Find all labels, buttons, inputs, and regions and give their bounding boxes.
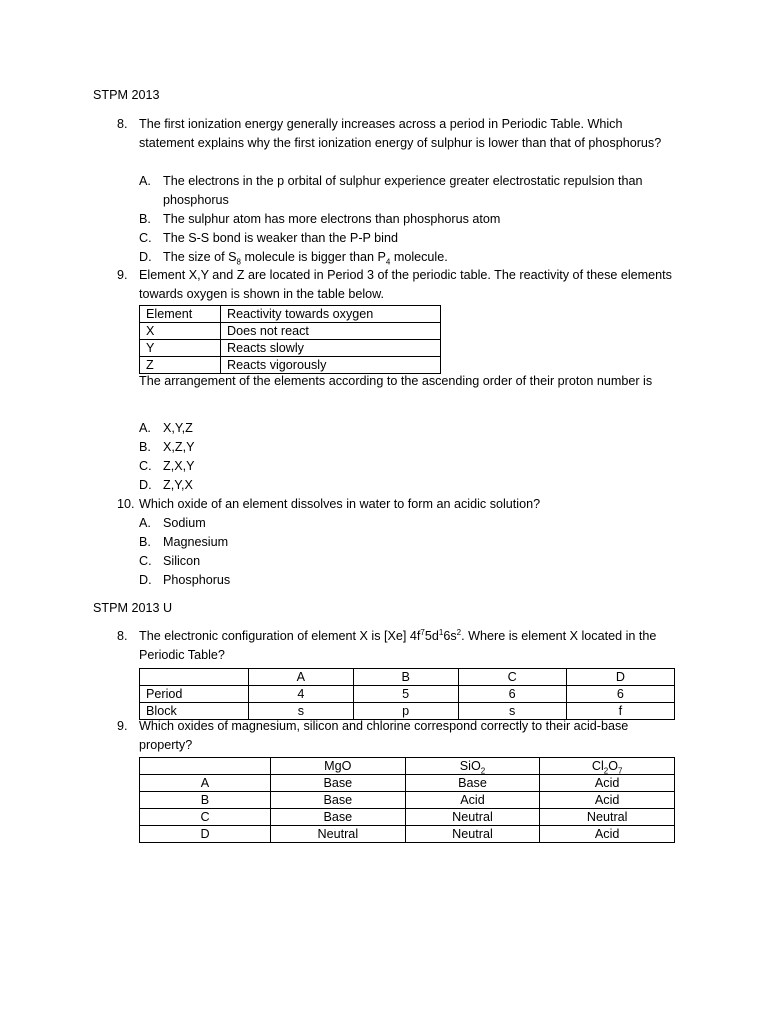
table-row: B Base Acid Acid bbox=[140, 792, 675, 809]
option-c bbox=[139, 552, 679, 571]
option-d bbox=[139, 248, 679, 267]
option-letter: A. bbox=[139, 174, 151, 188]
option-text: X,Z,Y bbox=[163, 440, 195, 454]
oxide-property-table bbox=[139, 757, 675, 843]
question-number: 8. bbox=[117, 629, 128, 643]
table-row: Block s p s f bbox=[140, 703, 675, 720]
question-number: 9. bbox=[117, 268, 128, 282]
option-a bbox=[139, 419, 679, 438]
option-letter: B. bbox=[139, 212, 151, 226]
option-letter: B. bbox=[139, 535, 151, 549]
table-row: D Neutral Neutral Acid bbox=[140, 826, 675, 843]
option-letter: D. bbox=[139, 478, 152, 492]
option-text: X,Y,Z bbox=[163, 421, 193, 435]
table-row: Z Reacts vigorously bbox=[140, 357, 441, 374]
option-text: Magnesium bbox=[163, 535, 229, 549]
table-row: X Does not react bbox=[140, 323, 441, 340]
question-9 bbox=[117, 266, 677, 304]
question-number: 10. bbox=[117, 497, 135, 511]
option-letter: A. bbox=[139, 516, 151, 530]
option-text: The electrons in the p orbital of sulphur experience greater electrostatic repulsion than phosphorus bbox=[163, 174, 643, 207]
question-number: 9. bbox=[117, 719, 128, 733]
question-9-after-text: The arrangement of the elements according to the ascending order of their proton number is bbox=[139, 374, 653, 388]
periodic-position-table bbox=[139, 668, 675, 720]
option-text: The size of $S_8$ molecule is bigger than $P_4$ molecule. bbox=[163, 250, 448, 267]
table-row: Period 4 5 6 6 bbox=[140, 686, 675, 703]
table-row: C Base Neutral Neutral bbox=[140, 809, 675, 826]
option-text: Z,X,Y bbox=[163, 459, 195, 473]
question-text: Which oxide of an element dissolves in water to form an acidic solution? bbox=[139, 497, 541, 511]
option-letter: C. bbox=[139, 554, 152, 568]
question-number: 8. bbox=[117, 117, 128, 131]
option-d bbox=[139, 571, 679, 590]
option-a bbox=[139, 172, 679, 210]
table-header-row: Element Reactivity towards oxygen bbox=[140, 306, 441, 323]
question-text: The electronic configuration of element X is [Xe] $4f^75d^16s^2$. Where is element X located in the Periodic Table? bbox=[139, 627, 657, 662]
section-title-stpm-2013: STPM 2013 bbox=[93, 88, 160, 102]
question-text: The first ionization energy generally increases across a period in Periodic Table. Which statement explains why the first ionization energy of sulphur is lower than that of phosphorus? bbox=[139, 117, 662, 150]
table-header-row: MgO SiO$_2$ $Cl_2O_7$ bbox=[140, 758, 675, 775]
section-title-stpm-2013-u: STPM 2013 U bbox=[93, 601, 173, 615]
option-d bbox=[139, 476, 679, 495]
table-row: Y Reacts slowly bbox=[140, 340, 441, 357]
option-b bbox=[139, 210, 679, 229]
question-text: Element X,Y and Z are located in Period 3 of the periodic table. The reactivity of these elements towards oxygen is shown in the table below. bbox=[139, 268, 672, 301]
option-text: The sulphur atom has more electrons than phosphorus atom bbox=[163, 212, 501, 226]
option-c bbox=[139, 457, 679, 476]
option-text: Phosphorus bbox=[163, 573, 231, 587]
option-a bbox=[139, 514, 679, 533]
option-b bbox=[139, 533, 679, 552]
option-text: The S-S bond is weaker than the P-P bind bbox=[163, 231, 398, 245]
question-9-options bbox=[139, 419, 679, 495]
option-letter: B. bbox=[139, 440, 151, 454]
reactivity-table bbox=[139, 305, 441, 374]
option-letter: A. bbox=[139, 421, 151, 435]
question-9-u bbox=[117, 717, 677, 755]
option-text: Sodium bbox=[163, 516, 206, 530]
option-text: Silicon bbox=[163, 554, 201, 568]
option-text: Z,Y,X bbox=[163, 478, 193, 492]
question-8 bbox=[117, 115, 677, 153]
option-letter: C. bbox=[139, 231, 152, 245]
table-header-row: A B C D bbox=[140, 669, 675, 686]
question-10 bbox=[117, 495, 677, 514]
option-c bbox=[139, 229, 679, 248]
question-8-u bbox=[117, 627, 677, 665]
option-letter: D. bbox=[139, 250, 152, 264]
option-b bbox=[139, 438, 679, 457]
table-row: A Base Base Acid bbox=[140, 775, 675, 792]
option-letter: D. bbox=[139, 573, 152, 587]
option-letter: C. bbox=[139, 459, 152, 473]
question-8-options bbox=[139, 172, 679, 267]
question-10-options bbox=[139, 514, 679, 590]
question-text: Which oxides of magnesium, silicon and chlorine correspond correctly to their acid-base property? bbox=[139, 719, 629, 752]
